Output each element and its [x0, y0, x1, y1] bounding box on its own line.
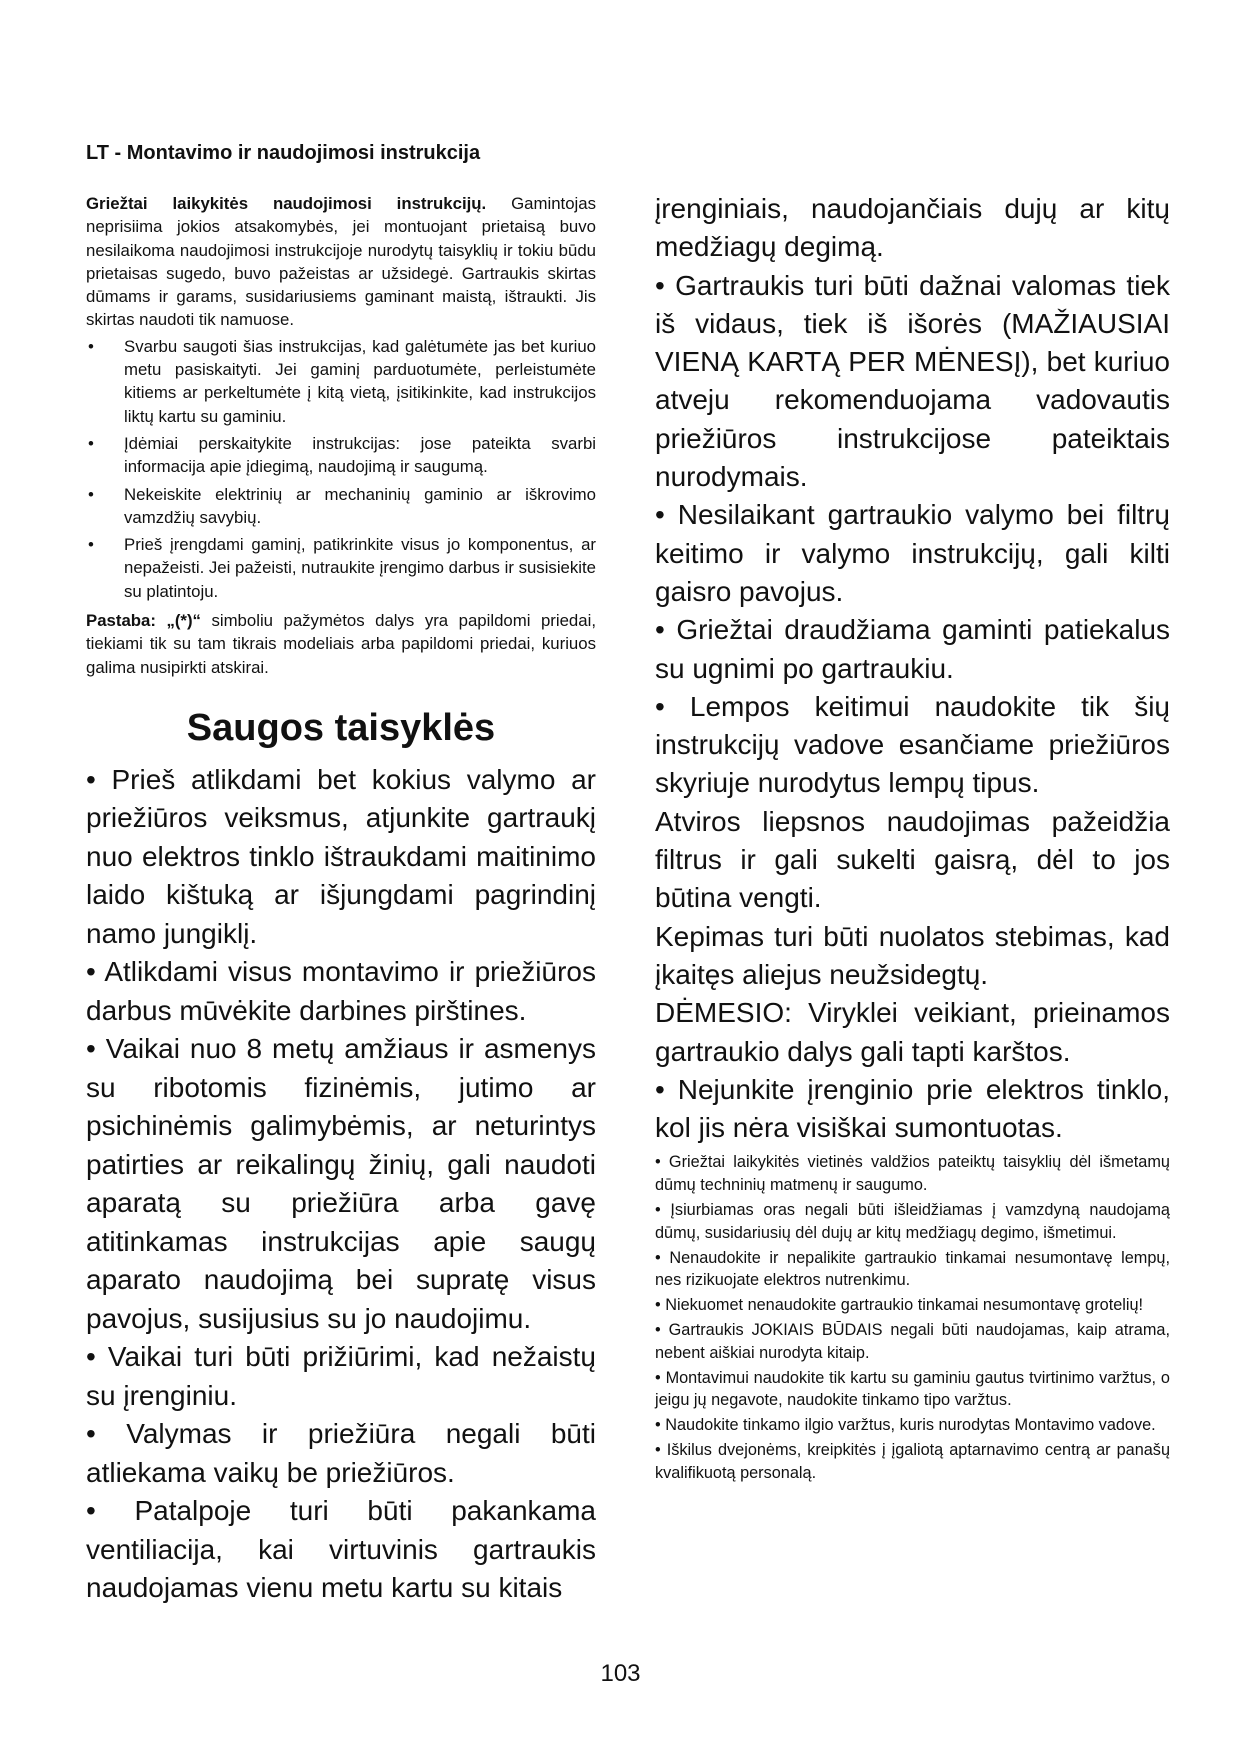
safety-note: • Iškilus dvejonėms, kreipkitės į įgaliotą aptarnavimo centrą ar panašų kvalifikuotą personalą.: [655, 1440, 1170, 1482]
safety-paragraph: • Patalpoje turi būti pakankama ventiliacija, kai virtuvinis gartraukis naudojamas vienu metu kartu su kitais: [86, 1495, 596, 1604]
safety-paragraph: Atviros liepsnos naudojimas pažeidžia filtrus ir gali sukelti gaisrą, dėl to jos būtina vengti.: [655, 805, 1170, 914]
note-text: simboliu pažymėtos dalys yra papildomi priedai, tiekiami tik su tam tikrais modeliais arba papildomi priedai, kuriuos galima nusipirkti atskirai.: [86, 611, 596, 677]
safety-note: • Gartraukis JOKIAIS BŪDAIS negali būti naudojamas, kaip atrama, nebent aiškiai nurodyta kitaip.: [655, 1321, 1170, 1362]
safety-paragraph: • Atlikdami visus montavimo ir priežiūros darbus mūvėkite darbines pirštines.: [86, 956, 596, 1026]
safety-paragraph: • Vaikai nuo 8 metų amžiaus ir asmenys su ribotomis fizinėmis, jutimo ar psichinėmis galimybėmis, ar neturintys patirties ar reikalingų žinių, gali naudoti aparatą su priežiūra arba gavę atitinkamas instrukcijas apie saugų aparato naudojimą bei supratę visus pavojus, susijusius su jo naudojimu.: [86, 1033, 596, 1334]
safety-paragraph: • Vaikai turi būti prižiūrimi, kad nežaistų su įrenginiu.: [86, 1341, 596, 1411]
safety-paragraph: • Valymas ir priežiūra negali būti atliekama vaikų be priežiūros.: [86, 1418, 596, 1488]
note-symbol: „(*)“: [166, 611, 201, 631]
intro-bullet: • Įdėmiai perskaitykite instrukcijas: jose pateikta svarbi informacija apie įdiegimą, naudojimą ir saugumą.: [86, 432, 596, 479]
safety-paragraph: • Griežtai draudžiama gaminti patiekalus su ugnimi po gartraukiu.: [655, 614, 1170, 684]
safety-paragraph: įrenginiais, naudojančiais dujų ar kitų medžiagų degimą.: [655, 193, 1170, 263]
section-title: Saugos taisyklės: [186, 706, 496, 749]
safety-note: • Įsiurbiamas oras negali būti išleidžiamas į vamzdyną naudojamą dūmų, susidariusių dėl dujų ar kitų medžiagų degimo, išmetimui.: [655, 1201, 1170, 1242]
safety-paragraph: • Gartraukis turi būti dažnai valomas tiek iš vidaus, tiek iš išorės (MAŽIAUSIAI VIENĄ KARTĄ PER MĖNESĮ), bet kuriuo atveju rekomenduojama vadovautis priežiūros instrukcijose pateiktais nurodymais.: [655, 269, 1170, 493]
safety-note: • Naudokite tinkamo ilgio varžtus, kuris nurodytas Montavimo vadove.: [655, 1416, 1156, 1435]
intro-bullet: • Prieš įrengdami gaminį, patikrinkite visus jo komponentus, ar nepažeisti. Jei pažeisti, nutraukite įrengimo darbus ir susisiekite su platintoju.: [86, 533, 596, 603]
safety-note: • Nenaudokite ir nepalikite gartraukio tinkamai nesumontavę lempų, nes rizikuojate elektros nutrenkimu.: [655, 1248, 1170, 1290]
safety-note: • Montavimui naudokite tik kartu su gaminiu gautus tvirtinimo varžtus, o jeigu jų negavote, naudokite tinkamo tipo varžtus.: [655, 1368, 1170, 1410]
safety-paragraph: • Nejunkite įrenginio prie elektros tinklo, kol jis nėra visiškai sumontuotas.: [655, 1073, 1170, 1144]
left-column: [86, 140, 596, 1608]
intro-bullet-list: [86, 335, 596, 603]
safety-paragraph: • Lempos keitimui naudokite tik šių instrukcijų vadove esančiame priežiūros skyriuje nurodytus lempų tipus.: [655, 690, 1170, 799]
safety-paragraph: • Nesilaikant gartraukio valymo bei filtrų keitimo ir valymo instrukcijų, gali kilti gaisro pavojus.: [655, 499, 1170, 607]
safety-paragraph: Kepimas turi būti nuolatos stebimas, kad įkaitęs aliejus neužsidegtų.: [655, 920, 1170, 990]
intro-bullet: • Svarbu saugoti šias instrukcijas, kad galėtumėte jas bet kuriuo metu pasiskaityti. Jei gaminį parduotumėte, perleistumėte kitiems ar perkeltumėte į kitą vietą, įsitikinkite, kad instrukcijos liktų kartu su gaminiu.: [86, 335, 596, 428]
note-label: Pastaba:: [86, 611, 156, 631]
intro-paragraph: [86, 192, 596, 332]
note-paragraph: [86, 609, 596, 679]
safety-paragraph: DĖMESIO: Viryklei veikiant, prieinamos gartraukio dalys gali tapti karštos.: [655, 997, 1170, 1067]
intro-text: Gamintojas neprisiima jokios atsakomybės, jei montuojant prietaisą buvo nesilaikoma naudojimosi instrukcijoje nurodytų taisyklių ir tokiu būdu prietaisas sugedo, buvo pažeistas ar užsidegė. Gartraukis skirtas dūmams ir garams, susidariusiems gaminant maistą, ištraukti. Jis skirtas naudoti tik namuose.: [86, 194, 596, 330]
document-title: LT - Montavimo ir naudojimosi instrukcija: [86, 142, 481, 164]
page-number: 103: [600, 1660, 641, 1687]
safety-paragraph: • Prieš atlikdami bet kokius valymo ar priežiūros veiksmus, atjunkite gartraukį nuo elektros tinklo ištraukdami maitinimo laido kištuką ar išjungdami pagrindinį namo jungiklį.: [86, 763, 596, 949]
intro-bullet: • Nekeiskite elektrinių ar mechaninių gaminio ar iškrovimo vamzdžių savybių.: [86, 483, 596, 530]
safety-note: • Griežtai laikykitės vietinės valdžios pateiktų taisyklių dėl išmetamų dūmų techninių matmenų ir saugumo.: [655, 1153, 1170, 1195]
safety-note: • Niekuomet nenaudokite gartraukio tinkamai nesumontavę grotelių!: [655, 1296, 1144, 1315]
intro-lead: Griežtai laikykitės naudojimosi instrukcijų.: [86, 194, 487, 213]
right-column: [655, 190, 1170, 1487]
